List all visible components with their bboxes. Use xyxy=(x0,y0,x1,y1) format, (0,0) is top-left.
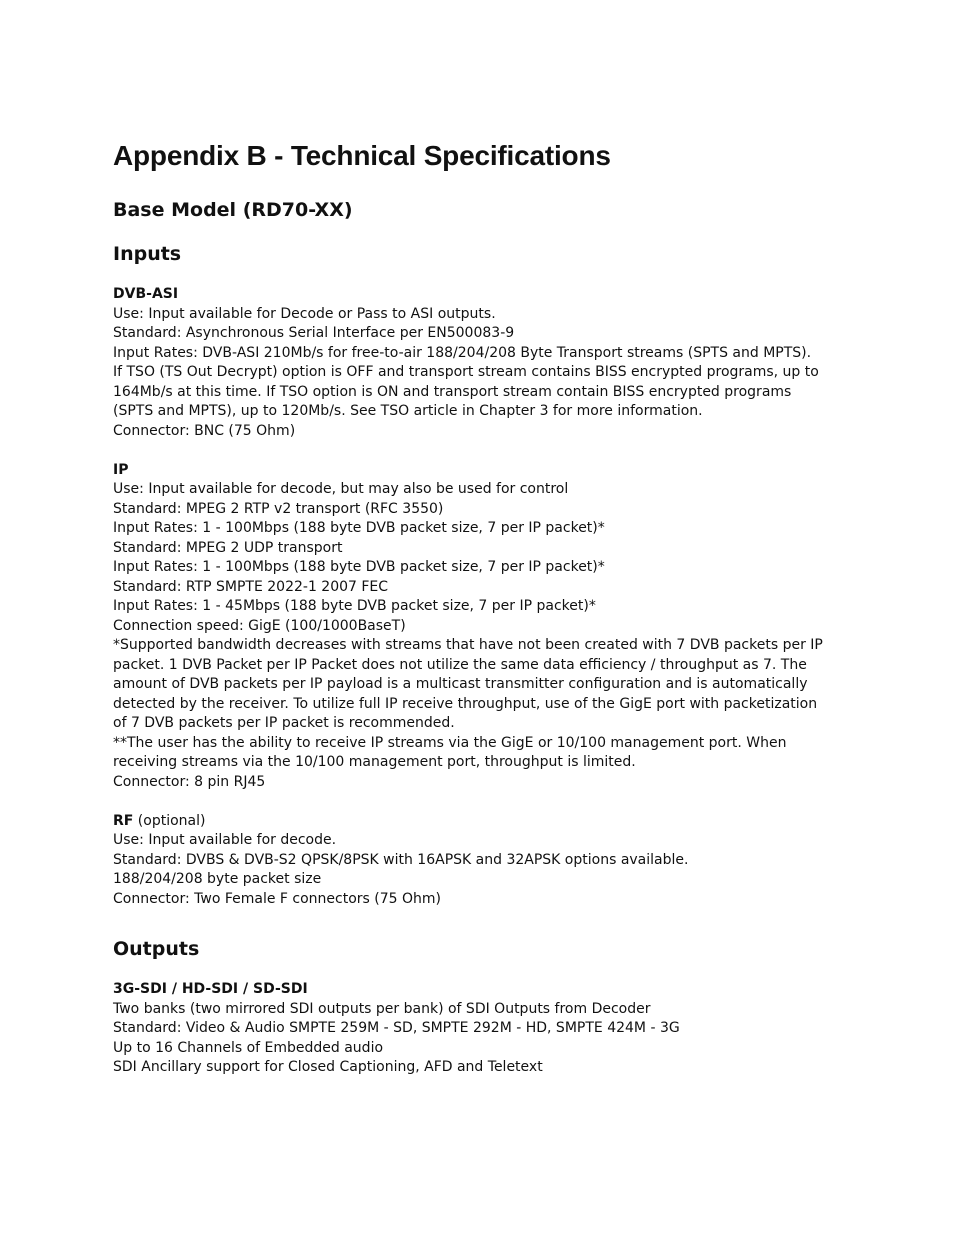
inputs-heading: Inputs xyxy=(113,243,182,265)
spec-line: If TSO (TS Out Decrypt) option is OFF and transport stream contains BISS encrypted programs, up to xyxy=(113,364,819,380)
rf-optional-label: (optional) xyxy=(133,812,206,829)
spec-line: Standard: DVBS & DVB-S2 QPSK/8PSK with 16APSK and 32APSK options available. xyxy=(113,851,689,868)
spec-line: Connector: BNC (75 Ohm) xyxy=(113,422,296,439)
spec-line: Standard: MPEG 2 RTP v2 transport (RFC 3550) xyxy=(113,500,444,517)
spec-line: Standard: MPEG 2 UDP transport xyxy=(113,539,343,556)
spec-line: of 7 DVB packets per IP packet is recommended. xyxy=(113,715,455,731)
dvb-asi-title: DVB-ASI xyxy=(113,286,179,302)
spec-line: Connection speed: GigE (100/1000BaseT) xyxy=(113,617,406,634)
spec-line: **The user has the ability to receive IP streams via the GigE or 10/100 management port. When xyxy=(113,734,787,751)
spec-line: Use: Input available for decode. xyxy=(113,832,337,848)
page-content xyxy=(113,138,853,1078)
rf-title: RF xyxy=(113,812,134,829)
spec-line: amount of DVB packets per IP payload is a multicast transmitter configuration and is automatically xyxy=(113,676,808,692)
spec-line: Input Rates: DVB-ASI 210Mb/s for free-to-air 188/204/208 Byte Transport streams (SPTS and MPTS). xyxy=(113,344,812,361)
spec-line: (SPTS and MPTS), up to 120Mb/s. See TSO article in Chapter 3 for more information. xyxy=(113,403,703,419)
spec-line: SDI Ancillary support for Closed Captioning, AFD and Teletext xyxy=(113,1059,543,1075)
spec-line: 188/204/208 byte packet size xyxy=(113,871,322,887)
rf-heading-line xyxy=(113,812,853,832)
spec-line: Input Rates: 1 - 45Mbps (188 byte DVB packet size, 7 per IP packet)* xyxy=(113,598,596,614)
spec-line: Two banks (two mirrored SDI outputs per bank) of SDI Outputs from Decoder xyxy=(113,1000,651,1017)
spec-line: packet. 1 DVB Packet per IP Packet does not utilize the same data efficiency / throughput as 7. The xyxy=(113,656,807,673)
spec-line: Up to 16 Channels of Embedded audio xyxy=(113,1039,384,1056)
sdi-title: 3G-SDI / HD-SDI / SD-SDI xyxy=(113,981,308,997)
spec-line: Standard: Asynchronous Serial Interface per EN500083-9 xyxy=(113,325,515,341)
page-title: Appendix B - Technical Specifications xyxy=(113,140,611,171)
spec-line: *Supported bandwidth decreases with streams that have not been created with 7 DVB packets per IP xyxy=(113,637,823,653)
rf-section xyxy=(113,812,853,910)
spec-line: Use: Input available for decode, but may also be used for control xyxy=(113,481,569,497)
spec-line: Input Rates: 1 - 100Mbps (188 byte DVB packet size, 7 per IP packet)* xyxy=(113,559,605,575)
spec-line: receiving streams via the 10/100 management port, throughput is limited. xyxy=(113,754,636,770)
model-heading: Base Model (RD70-XX) xyxy=(113,199,353,221)
spec-line: detected by the receiver. To utilize full IP receive throughput, use of the GigE port with packetization xyxy=(113,695,818,712)
spec-line: Standard: Video & Audio SMPTE 259M - SD, SMPTE 292M - HD, SMPTE 424M - 3G xyxy=(113,1020,680,1036)
outputs-heading: Outputs xyxy=(113,938,200,960)
ip-title: IP xyxy=(113,461,129,478)
spec-line: Connector: Two Female F connectors (75 Ohm) xyxy=(113,890,441,907)
spec-line: Use: Input available for Decode or Pass to ASI outputs. xyxy=(113,305,496,322)
spec-line: Standard: RTP SMPTE 2022-1 2007 FEC xyxy=(113,578,389,595)
dvb-asi-section xyxy=(113,285,853,441)
spec-line: 164Mb/s at this time. If TSO option is ON and transport stream contain BISS encrypted programs xyxy=(113,383,792,400)
sdi-section xyxy=(113,980,853,1078)
ip-section xyxy=(113,461,853,793)
spec-line: Connector: 8 pin RJ45 xyxy=(113,773,266,790)
spec-line: Input Rates: 1 - 100Mbps (188 byte DVB packet size, 7 per IP packet)* xyxy=(113,520,605,536)
